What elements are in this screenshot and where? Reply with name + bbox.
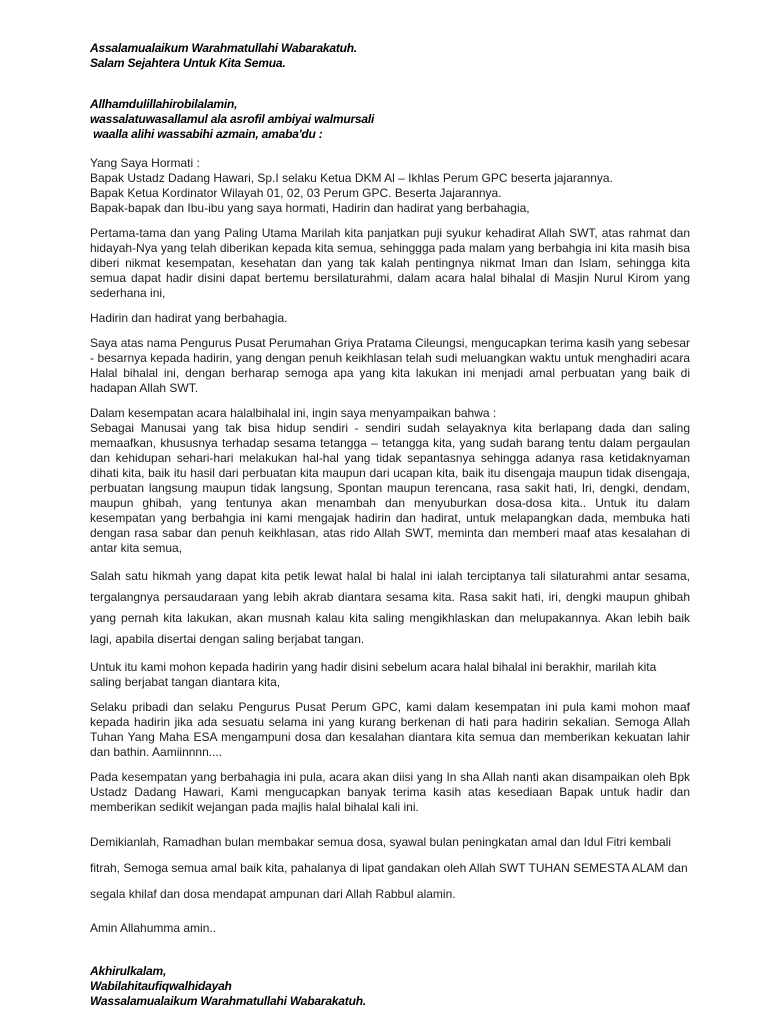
paragraph-demikianlah: Demikianlah, Ramadhan bulan membakar semua dosa, syawal bulan peningkatan amal dan Idul Fitri kembali fitrah, Semoga semua amal baik kita, pahalanya di lipat gandakan oleh Allah SWT TUHAN SEMESTA ALAM dan segala khilaf dan dosa mendapat ampunan dari Allah Rabbul alamin. xyxy=(90,835,688,901)
honorific-line: Bapak-bapak dan Ibu-ibu yang saya hormati, Hadirin dan hadirat yang berbahagia, xyxy=(90,201,530,215)
salutation-line: Assalamualaikum Warahmatullahi Wabarakatuh. xyxy=(90,41,358,55)
paragraph-hikmah: Salah satu hikmah yang dapat kita petik lewat halal bi halal ini ialah terciptanya tali silaturahmi antar sesama, tergalangnya persaudaraan yang lebih akrab diantara sesama kita. Rasa sakit hati, iri, dengki maupun ghibah yang pernah kita lakukan, akan musnah kalau kita saling mengikhlaskan dan melupakannya. Akan lebih baik lagi, apabila disertai dengan saling berjabat tangan. xyxy=(90,569,690,646)
praise-line: Allhamdulillahirobilalamin, xyxy=(90,97,238,111)
paragraph-selaku-pribadi: Selaku pribadi dan selaku Pengurus Pusat Perum GPC, kami dalam kesempatan ini pula kami mohon maaf kepada hadirin jika ada sesuatu selama ini yang kurang berkenan di hati para hadirin sekalian. Semoga Allah Tuhan Yang Maha ESA mengampuni dosa dan kesalahan diantara kita semua dan memberikan kekuatan lahir dan bathin. Aamiinnnn.... xyxy=(90,700,690,759)
closing-salutation xyxy=(90,964,690,1009)
line-hadirin: Hadirin dan hadirat yang berbahagia. xyxy=(90,311,288,325)
praise-line: wassalatuwasallamul ala asrofil ambiyai walmursali xyxy=(90,112,375,126)
line-dalam-kesempatan: Dalam kesempatan acara halalbihalal ini, ingin saya menyampaikan bahwa : xyxy=(90,406,497,420)
salutation-line: Salam Sejahtera Untuk Kita Semua. xyxy=(90,56,286,70)
closing-line: Wassalamualaikum Warahmatullahi Wabarakatuh. xyxy=(90,994,366,1008)
paragraph-pada-kesempatan: Pada kesempatan yang berbahagia ini pula, acara akan diisi yang In sha Allah nanti akan disampaikan oleh Bpk Ustadz Dadang Hawari, Kami mengucapkan banyak terima kasih atas kesediaan Bapak untuk hadir dan memberikan sedikit wejangan pada majlis halal bihalal kali ini. xyxy=(90,770,690,814)
opening-salutation xyxy=(90,41,690,71)
closing-line: Akhirulkalam, xyxy=(90,964,167,978)
honorific-line: Bapak Ketua Kordinator Wilayah 01, 02, 03 Perum GPC. Beserta Jajarannya. xyxy=(90,186,502,200)
praise-line: waalla alihi wassabihi azmain, amaba'du : xyxy=(90,127,323,141)
honorific-line: Bapak Ustadz Dadang Hawari, Sp.I selaku Ketua DKM Al – Ikhlas Perum GPC beserta jajarannya. xyxy=(90,171,613,185)
paragraph-dalam-sebagai xyxy=(90,406,690,556)
paragraph-thanks: Saya atas nama Pengurus Pusat Perumahan Griya Pratama Cileungsi, mengucapkan terima kasih yang sebesar - besarnya kepada hadirin, yang dengan penuh keikhlasan telah sudi meluangkan waktu untuk menghadiri acara Halal bihalal ini, dengan berharap semoga apa yang kita lakukan ini menjadi amal perbuatan yang baik di hadapan Allah SWT. xyxy=(90,336,690,395)
honorific-line: Yang Saya Hormati : xyxy=(90,156,200,170)
line-amin: Amin Allahumma amin.. xyxy=(90,921,217,935)
paragraph-gratitude: Pertama-tama dan yang Paling Utama Marilah kita panjatkan puji syukur kehadirat Allah SWT, atas rahmat dan hidayah-Nya yang telah diberikan kepada kita semua, sehinggga pada malam yang berbahgia ini kita masih bisa diberi nikmat kesempatan, kesehatan dan yang tak kalah pentingnya nikmat Iman dan Islam, sehingga kita semua dapat hadir disini dapat bertemu bersilaturahmi, dalam acara halal bihalal di Masjin Nurul Kirom yang sederhana ini, xyxy=(90,226,690,300)
paragraph-untuk-itu: Untuk itu kami mohon kepada hadirin yang hadir disini sebelum acara halal bihalal ini berakhir, marilah kita saling berjabat tangan diantara kita, xyxy=(90,660,657,689)
closing-line: Wabilahitaufiqwalhidayah xyxy=(90,979,232,993)
opening-praise xyxy=(90,97,690,142)
paragraph-sebagai-manusai: Sebagai Manusai yang tak bisa hidup sendiri - sendiri sudah selayaknya kita berlapang dada dan saling memaafkan, khususnya terhadap sesama tetangga – tetangga kita, yang sudah barang tentu dalam pergaulan dan kehidupan sehari-hari melakukan hal-hal yang tidak sepantasnya sehingga adanya rasa ketidaknyaman dihati kita, baik itu hasil dari perbuatan kita maupun dari ucapan kita, baik itu disengaja maupun tidak disengaja, perbuatan langsung maupun tidak langsung, Spontan maupun terencana, rasa sakit hati, Iri, dengki, dendam, maupun ghibah, yang tentunya akan menambah dan menyuburkan dosa-dosa kita.. Untuk itu dalam kesempatan yang berbahgia ini kami mengajak hadirin dan hadirat, untuk melapangkan dada, membuka hati dengan rasa sabar dan penuh keikhlasan, atas rido Allah SWT, meminta dan memberi maaf atas kesalahan di antar kita semua, xyxy=(90,421,690,555)
honorifics-list xyxy=(90,156,690,216)
